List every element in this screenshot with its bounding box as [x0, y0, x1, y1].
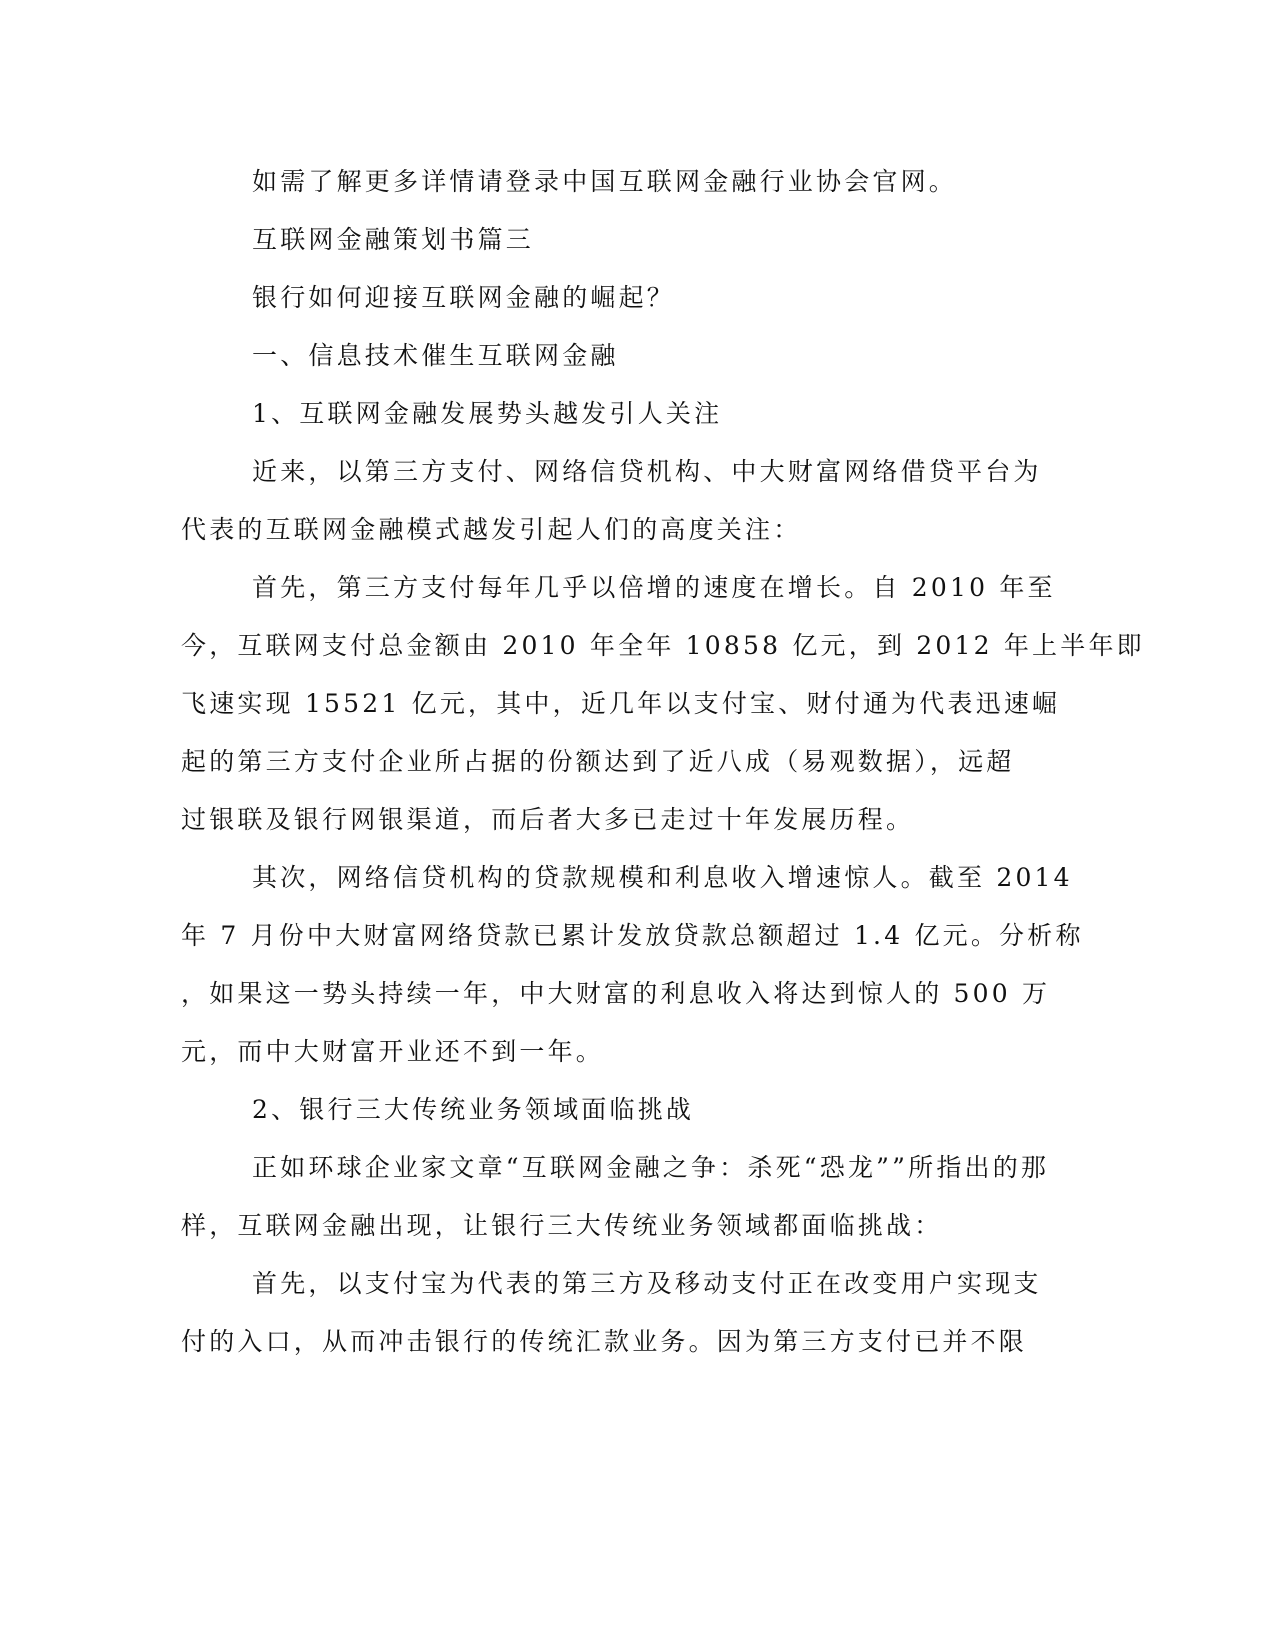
text-line: 过银联及银行网银渠道，而后者大多已走过十年发展历程。 — [181, 805, 915, 834]
subheading: 2、银行三大传统业务领域面临挑战 — [252, 1095, 695, 1124]
text-line: 其次，网络信贷机构的贷款规模和利息收入增速惊人。截至 2014 — [252, 863, 1073, 892]
text-line: 付的入口，从而冲击银行的传统汇款业务。因为第三方支付已并不限 — [181, 1327, 1028, 1356]
heading: 一、信息技术催生互联网金融 — [252, 341, 619, 370]
text-line: 首先，第三方支付每年几乎以倍增的速度在增长。自 2010 年至 — [252, 573, 1056, 602]
text-line: 近来，以第三方支付、网络信贷机构、中大财富网络借贷平台为 — [252, 457, 1042, 486]
heading: 银行如何迎接互联网金融的崛起？ — [252, 283, 676, 312]
text-line: 飞速实现 15521 亿元，其中，近几年以支付宝、财付通为代表迅速崛 — [181, 689, 1061, 718]
text-line: 正如环球企业家文章“互联网金融之争：杀死“恐龙””所指出的那 — [252, 1153, 1050, 1182]
text-line: ，如果这一势头持续一年，中大财富的利息收入将达到惊人的 500 万 — [181, 979, 1051, 1008]
text-line: 样，互联网金融出现，让银行三大传统业务领域都面临挑战： — [181, 1211, 943, 1240]
text-line: 首先，以支付宝为代表的第三方及移动支付正在改变用户实现支 — [252, 1269, 1042, 1298]
text-line: 今，互联网支付总金额由 2010 年全年 10858 亿元，到 2012 年上半年即 — [181, 631, 1145, 660]
text-line: 如需了解更多详情请登录中国互联网金融行业协会官网。 — [252, 167, 958, 196]
text-line: 代表的互联网金融模式越发引起人们的高度关注： — [181, 515, 802, 544]
text-line: 年 7 月份中大财富网络贷款已累计发放贷款总额超过 1.4 亿元。分析称 — [181, 921, 1084, 950]
section-title: 互联网金融策划书篇三 — [252, 225, 535, 254]
subheading: 1、互联网金融发展势头越发引人关注 — [252, 399, 723, 428]
text-line: 起的第三方支付企业所占据的份额达到了近八成（易观数据），远超 — [181, 747, 1015, 776]
text-line: 元，而中大财富开业还不到一年。 — [181, 1037, 605, 1066]
